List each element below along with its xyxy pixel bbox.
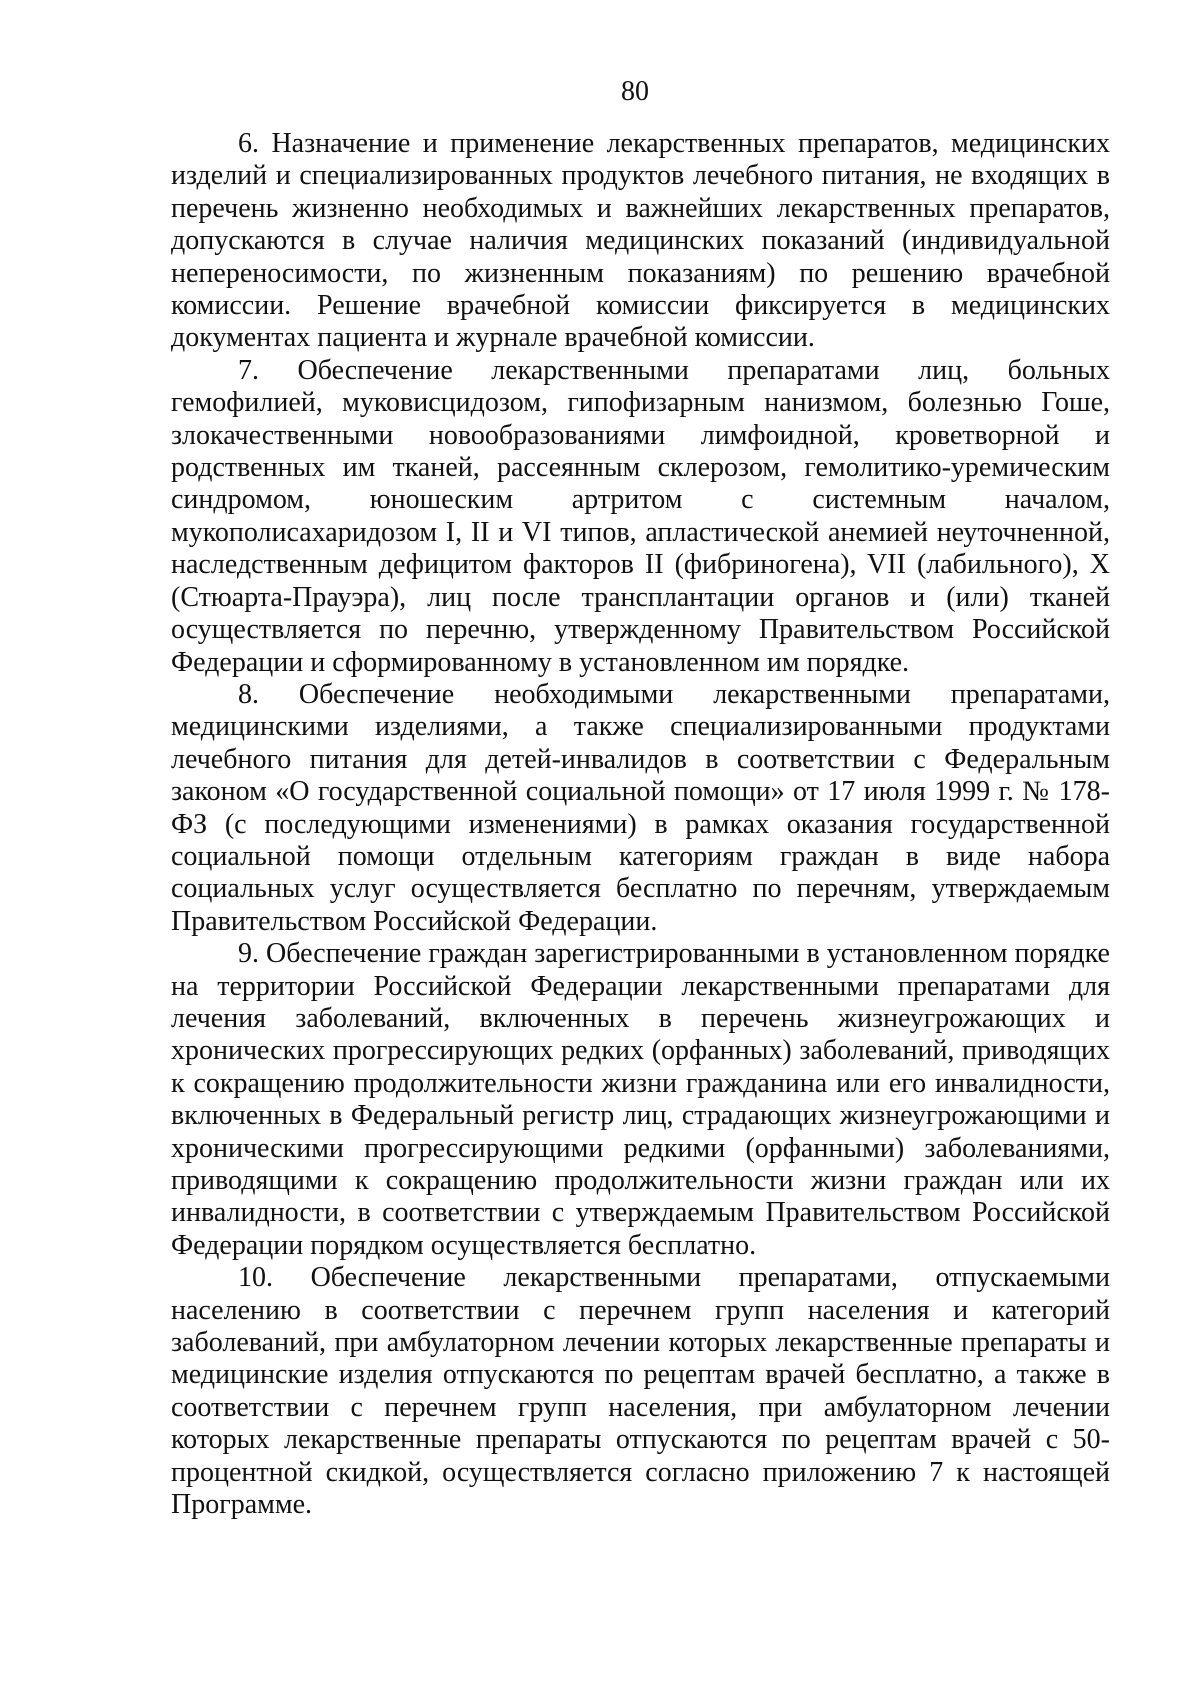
paragraph-6: 6. Назначение и применение лекарственных препаратов, медицинских изделий и специализированных продуктов лечебного питания, не входящих в перечень жизненно необходимых и важнейших лекарственных препаратов, допускаются в случае наличия медицинских показаний (индивидуальной непереносимости, по жизненным показаниям) по решению врачебной комиссии. Решение врачебной комиссии фиксируется в медицинских документах пациента и журнале врачебной комиссии. — [171, 128, 1110, 354]
paragraph-8: 8. Обеспечение необходимыми лекарственными препаратами, медицинскими изделиями, а также специализированными продуктами лечебного питания для детей-инвалидов в соответствии с Федеральным законом «О государственной социальной помощи» от 17 июля 1999 г. № 178-ФЗ (с последующими изменениями) в рамках оказания государственной социальной помощи отдельным категориям граждан в виде набора социальных услуг осуществляется бесплатно по перечням, утверждаемым Правительством Российской Федерации. — [171, 678, 1110, 937]
document-body — [171, 128, 1110, 1521]
page-number: 80 — [621, 76, 649, 107]
paragraph-9: 9. Обеспечение граждан зарегистрированными в установленном порядке на территории Российской Федерации лекарственными препаратами для лечения заболеваний, включенных в перечень жизнеугрожающих и хронических прогрессирующих редких (орфанных) заболеваний, приводящих к сокращению продолжительности жизни гражданина или его инвалидности, включенных в Федеральный регистр лиц, страдающих жизнеугрожающими и хроническими прогрессирующими редкими (орфанными) заболеваниями, приводящими к сокращению продолжительности жизни граждан или их инвалидности, в соответствии с утверждаемым Правительством Российской Федерации порядком осуществляется бесплатно. — [171, 938, 1110, 1261]
paragraph-10: 10. Обеспечение лекарственными препаратами, отпускаемыми населению в соответствии с перечнем групп населения и категорий заболеваний, при амбулаторном лечении которых лекарственные препараты и медицинские изделия отпускаются по рецептам врачей бесплатно, а также в соответствии с перечнем групп населения, при амбулаторном лечении которых лекарственные препараты отпускаются по рецептам врачей с 50-процентной скидкой, осуществляется согласно приложению 7 к настоящей Программе. — [171, 1262, 1110, 1521]
paragraph-7: 7. Обеспечение лекарственными препаратами лиц, больных гемофилией, муковисцидозом, гипофизарным нанизмом, болезнью Гоше, злокачественными новообразованиями лимфоидной, кроветворной и родственных им тканей, рассеянным склерозом, гемолитико-уремическим синдромом, юношеским артритом с системным началом, мукополисахаридозом I, II и VI типов, апластической анемией неуточненной, наследственным дефицитом факторов II (фибриногена), VII (лабильного), X (Стюарта-Прауэра), лиц после трансплантации органов и (или) тканей осуществляется по перечню, утвержденному Правительством Российской Федерации и сформированному в установленном им порядке. — [171, 354, 1110, 678]
